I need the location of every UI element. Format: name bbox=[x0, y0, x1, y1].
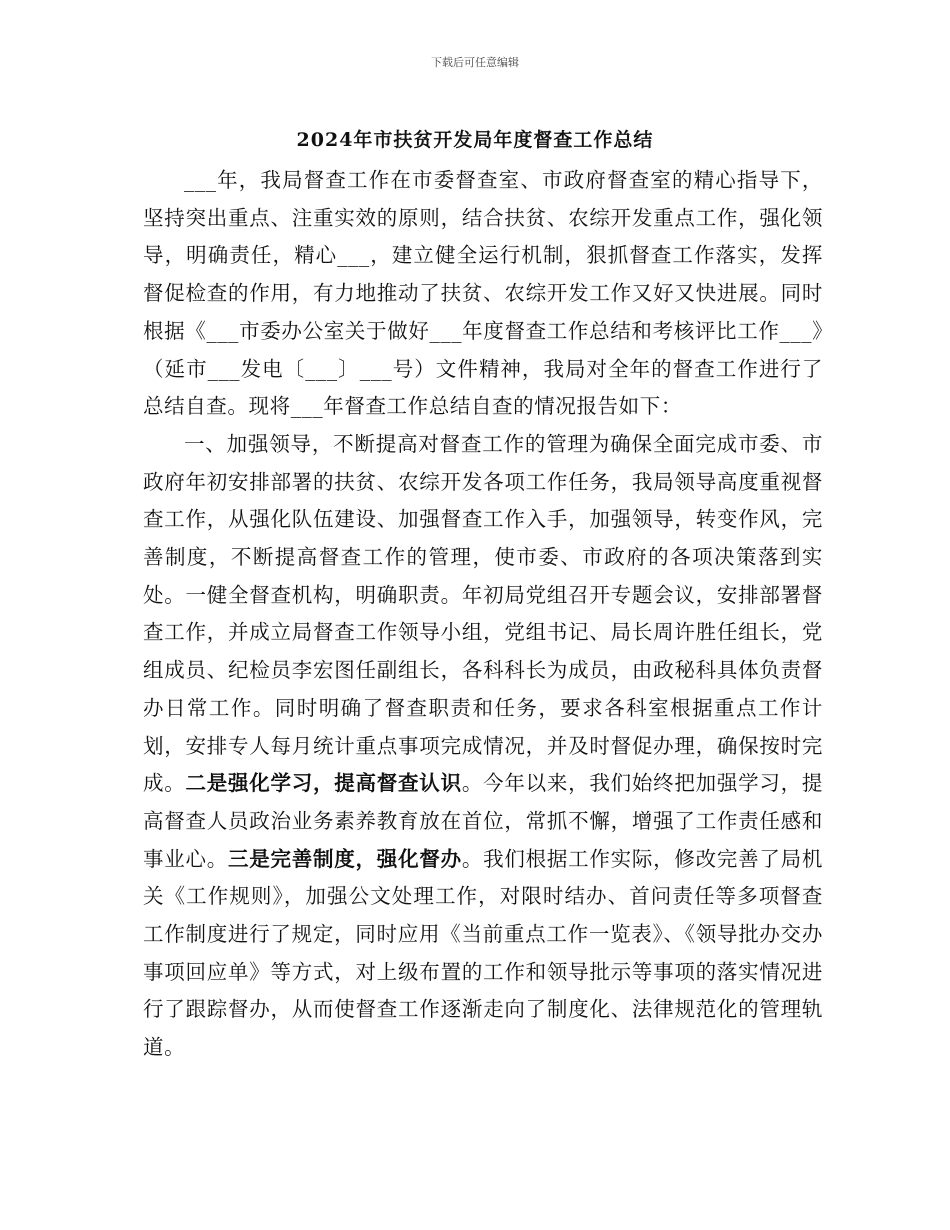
document-title: 2024年市扶贫开发局年度督查工作总结 bbox=[296, 129, 654, 151]
paragraph-intro: ___年，我局督查工作在市委督查室、市政府督查室的精心指导下，坚持突出重点、注重实效的原则，结合扶贫、农综开发重点工作，强化领导，明确责任，精心___，建立健全运行机制，狠抓督查工作落实，发挥督促检查的作用，有力地推动了扶贫、农综开发工作又好又快进展。同时根据《___市委办公室关于做好___年度督查工作总结和考核评比工作___》（延市___发电〔___〕___号）文件精神，我局对全年的督查工作进行了总结自查。现将___年督查工作总结自查的情况报告如下： bbox=[143, 168, 823, 419]
section-one-text: 一、加强领导，不断提高对督查工作的管理为确保全面完成市委、市政府年初安排部署的扶贫、农综开发各项工作任务，我局领导高度重视督查工作，从强化队伍建设、加强督查工作入手，加强领导，转变作风，完善制度，不断提高督查工作的管理，使市委、市政府的各项决策落到实处。一健全督查机构，明确职责。年初局党组召开专题会议，安排部署督查工作，并成立局督查工作领导小组，党组书记、局长周许胜任组长，党组成员、纪检员李宏图任副组长，各科科长为成员，由政秘科具体负责督办日常工作。同时明确了督查职责和任务，要求各科室根据重点工作计划，安排专人每月统计重点事项完成情况，并及时督促办理，确保按时完成。 bbox=[143, 431, 823, 796]
paragraph-section-one bbox=[143, 426, 823, 1067]
system-text: 。我们根据工作实际，修改完善了局机关《工作规则》，加强公文处理工作，对限时结办、首问责任等多项督查工作制度进行了规定，同时应用《当前重点工作一览表》、《领导批办交办事项回应单》等方式，对上级布置的工作和领导批示等事项的落实情况进行了跟踪督办，从而使督查工作逐渐走向了制度化、法律规范化的管理轨道。 bbox=[143, 846, 823, 1060]
header-note: 下载后可任意编辑 bbox=[431, 56, 519, 69]
bold-heading-system: 三是完善制度，强化督办 bbox=[228, 846, 462, 871]
bold-heading-learning: 二是强化学习，提高督查认识 bbox=[185, 771, 462, 796]
learning-text: 。今年以来，我们始终把加强学习，提高督查人员政治业务素养教育放在首位，常抓不懈，增强了工作责任感和事业心。 bbox=[143, 771, 823, 871]
document-body bbox=[143, 162, 823, 1067]
